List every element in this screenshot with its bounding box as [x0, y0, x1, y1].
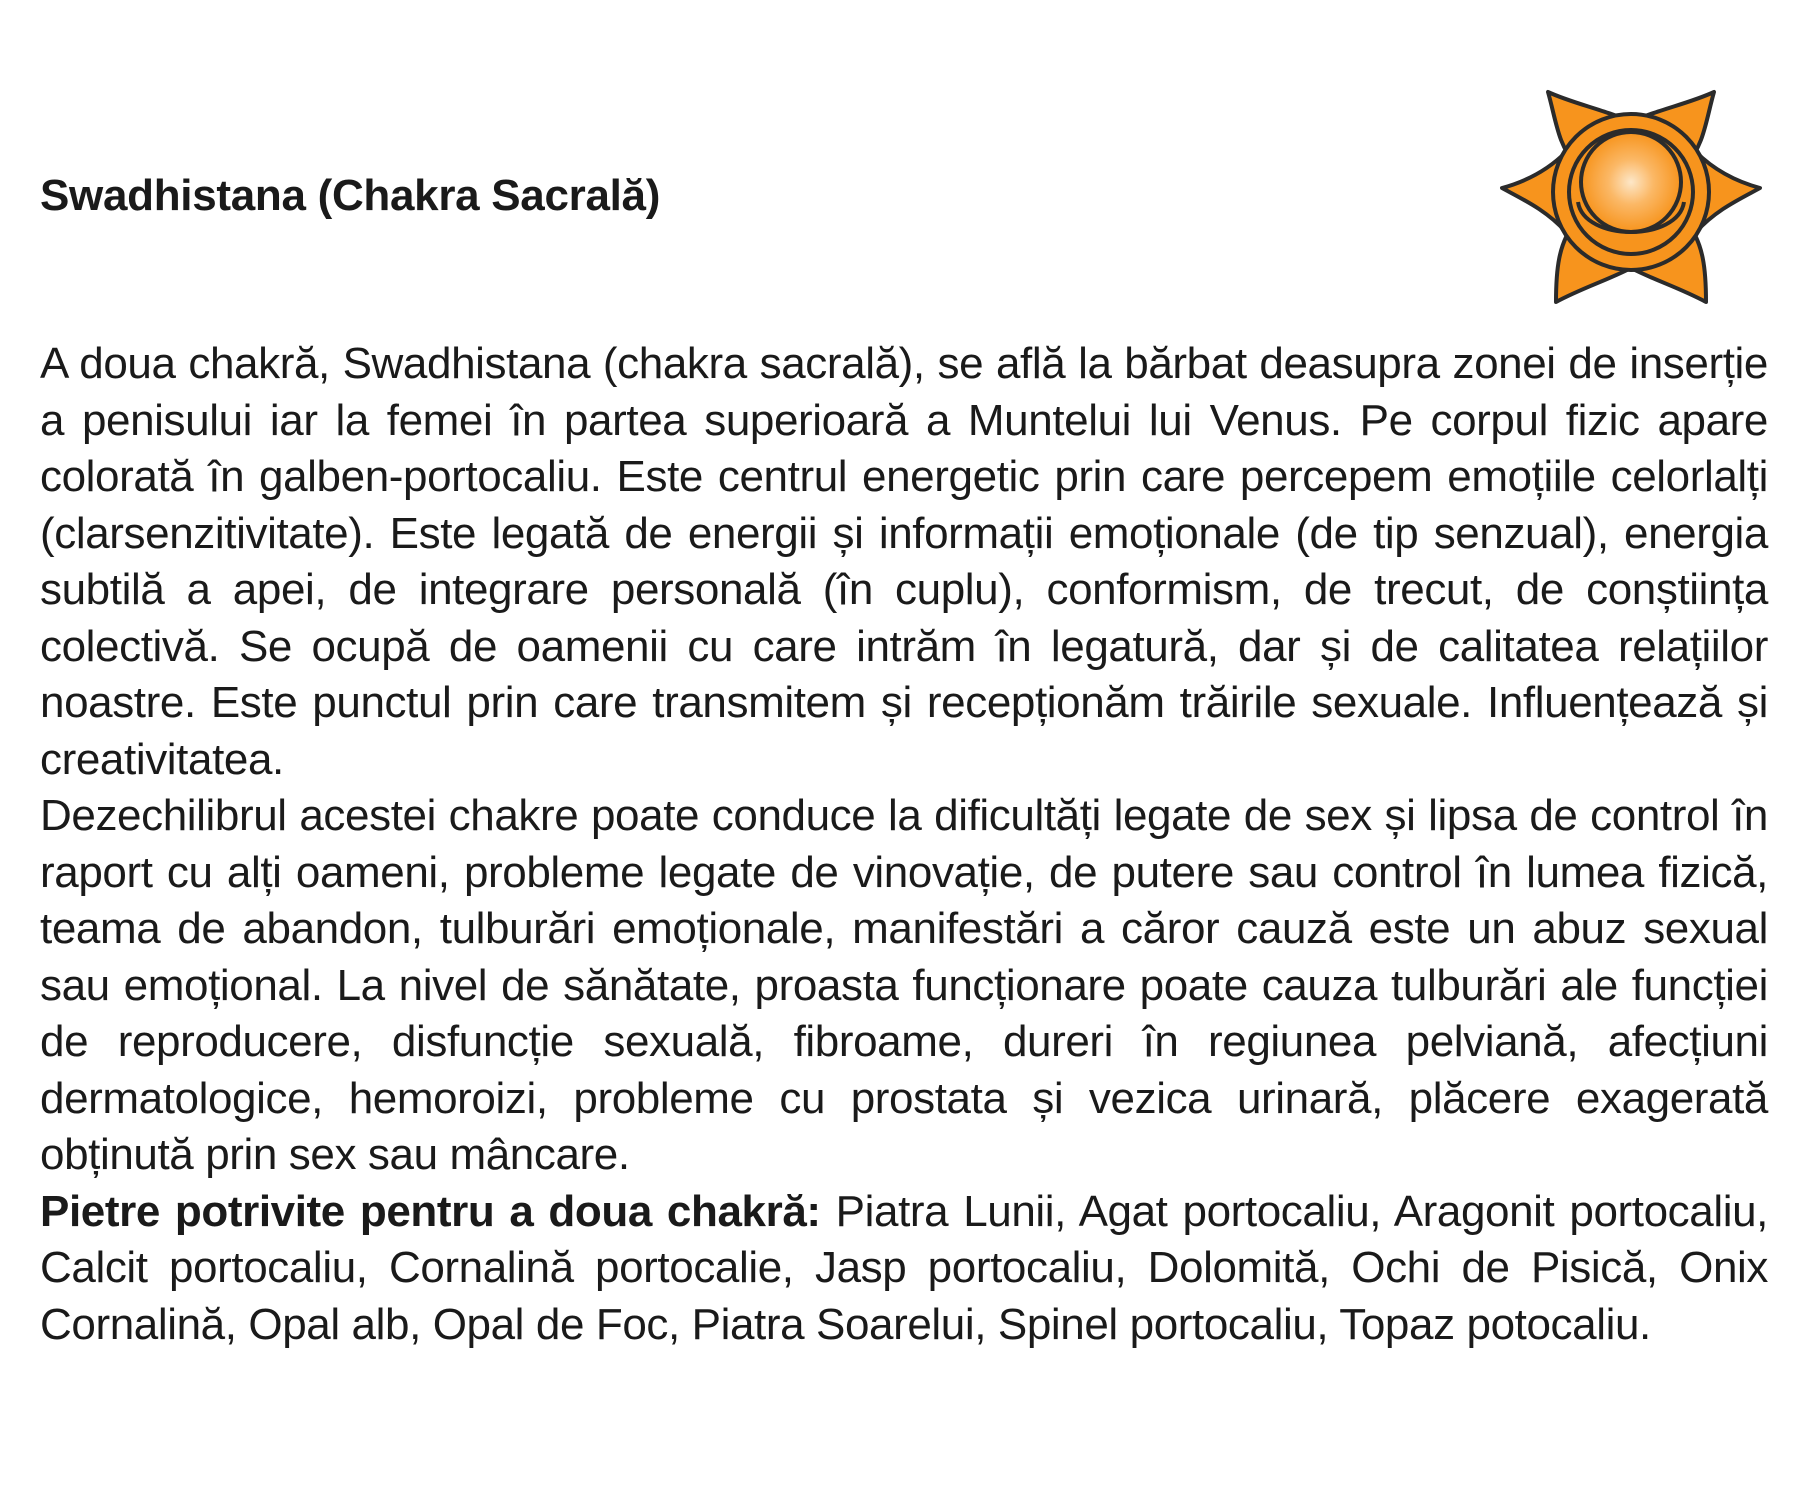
paragraph-description: A doua chakră, Swadhistana (chakra sacrală), se află la bărbat deasupra zonei de inserție a penisului iar la femei în partea superioară a Muntelui lui Venus. Pe corpul fizic apare colorată în galben-portocaliu. Este centrul energetic prin care percepem emoțiile celorlalți (clarsenzitivitate). Este legată de energii și informații emoționale (de tip senzual), energia subtilă a apei, de integrare personală (în cuplu), conformism, de trecut, de conștiința colectivă. Se ocupă de oamenii cu care intrăm în legatură, dar și de calitatea relațiilor noastre. Este punctul prin care transmitem și recepționăm trăirile sexuale. Influențează și creativitatea. — [40, 339, 1768, 784]
page-title: Swadhistana (Chakra Sacrală) — [40, 171, 661, 220]
article-body — [40, 336, 1768, 1353]
stones-label: Pietre potrivite pentru a doua chakră: — [40, 1186, 821, 1236]
sacral-chakra-lotus-icon — [1496, 82, 1766, 312]
stones-list: Piatra Lunii, Agat portocaliu, Aragonit portocaliu, Calcit portocaliu, Cornalină portocalie, Jasp portocaliu, Dolomită, Ochi de Pisică, Onix Cornalină, Opal alb, Opal de Foc, Piatra Soarelui, Spinel portocaliu, Topaz potocaliu. — [40, 1186, 1768, 1349]
paragraph-imbalance: Dezechilibrul acestei chakre poate conduce la dificultăți legate de sex și lipsa de control în raport cu alți oameni, probleme legate de vinovație, de putere sau control în lumea fizică, teama de abandon, tulburări emoționale, manifestări a căror cauză este un abuz sexual sau emoțional. La nivel de sănătate, proasta funcționare poate cauza tulburări ale funcției de reproducere, disfuncție sexuală, fibroame, dureri în regiunea pelviană, afecțiuni dermatologice, hemoroizi, probleme cu prostata și vezica urinară, plăcere exagerată obținută prin sex sau mâncare. — [40, 791, 1768, 1179]
paragraph-stones — [40, 1184, 1768, 1354]
